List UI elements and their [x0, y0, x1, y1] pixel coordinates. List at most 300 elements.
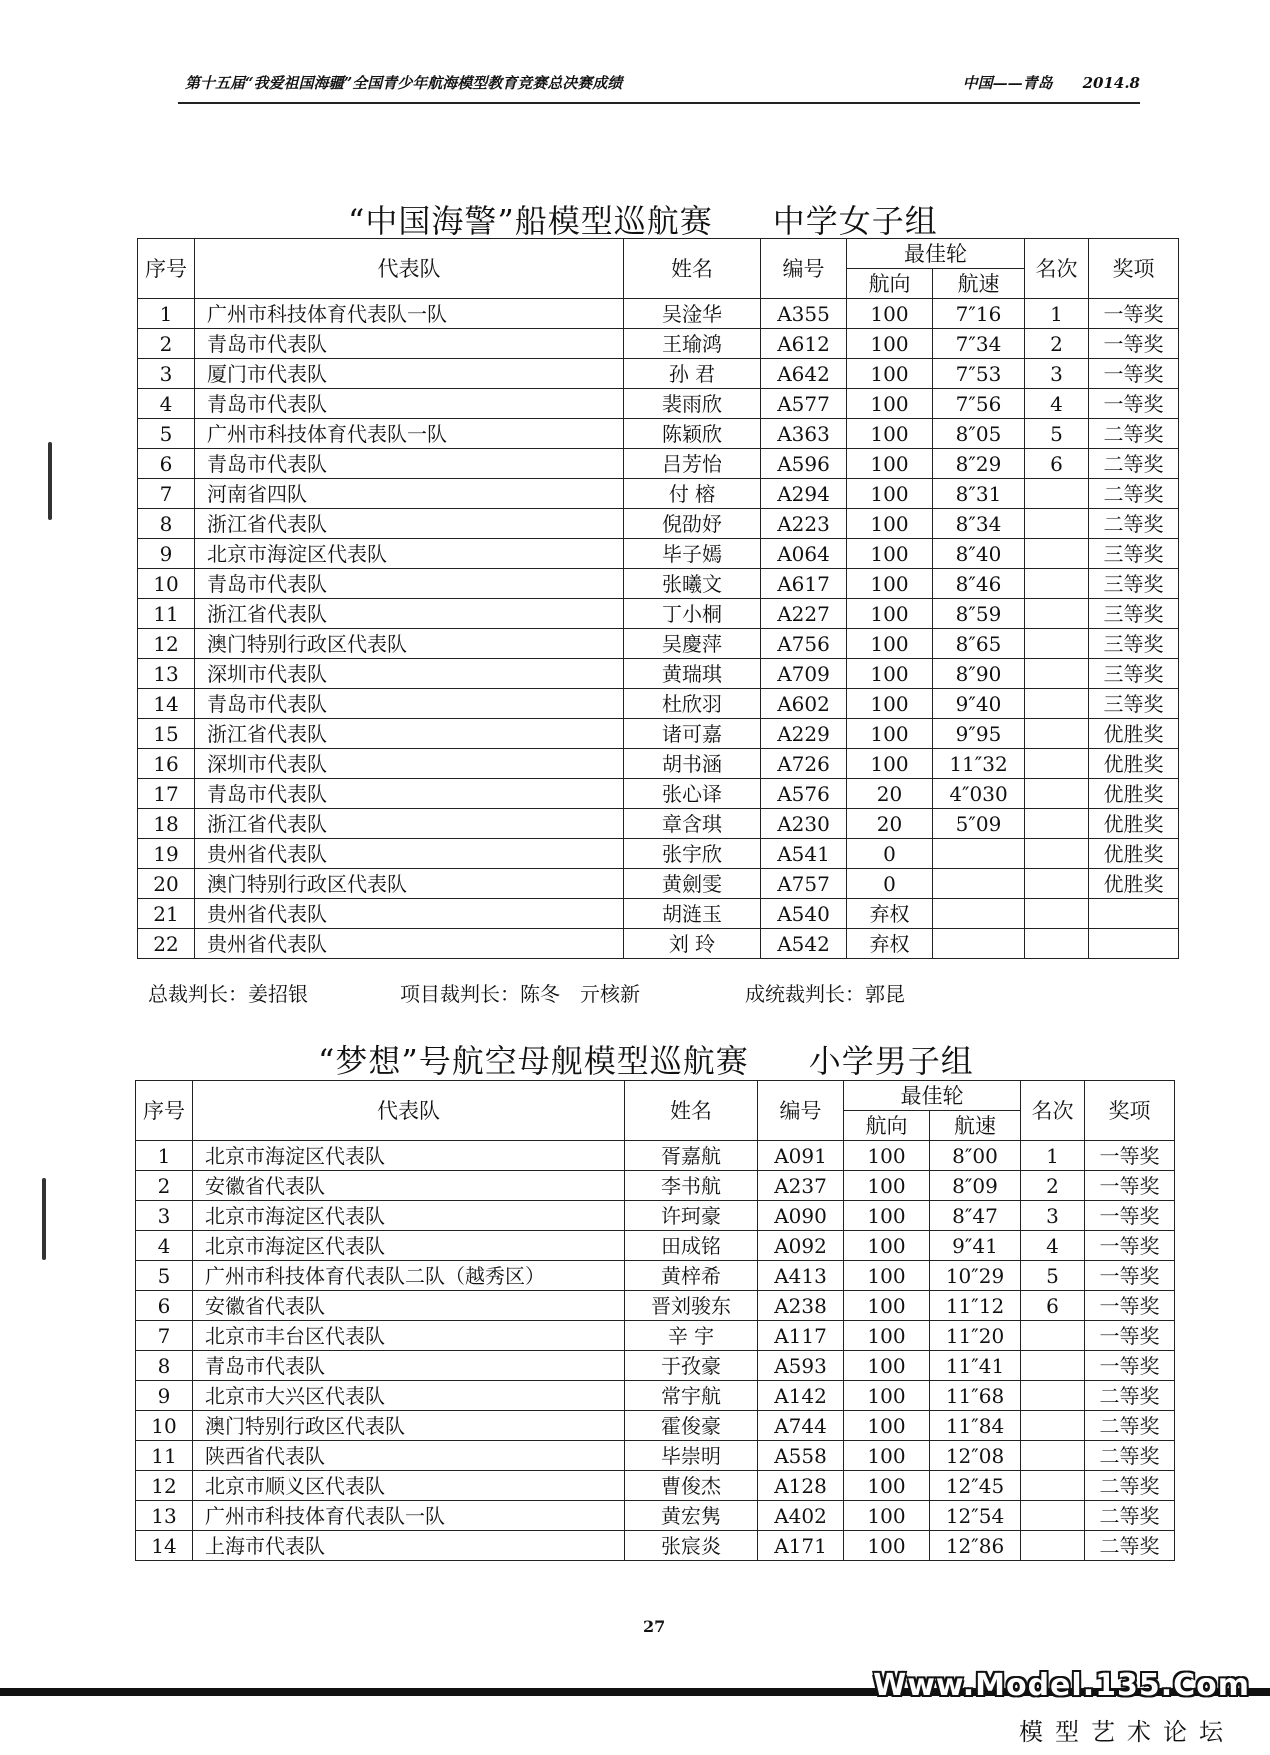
cell-award: 一等奖 — [1089, 299, 1179, 329]
cell-code: A363 — [761, 419, 847, 449]
cell-speed: 8″90 — [933, 659, 1025, 689]
cell-seq: 14 — [138, 689, 195, 719]
cell-seq: 6 — [136, 1291, 193, 1321]
cell-seq: 3 — [136, 1201, 193, 1231]
cell-team: 浙江省代表队 — [195, 599, 624, 629]
cell-rank — [1025, 839, 1089, 869]
table-row — [136, 1501, 1175, 1531]
cell-code: A617 — [761, 569, 847, 599]
cell-speed: 7″56 — [933, 389, 1025, 419]
cell-seq: 2 — [138, 329, 195, 359]
cell-speed: 8″00 — [930, 1141, 1021, 1171]
cell-team: 贵州省代表队 — [195, 839, 624, 869]
table-row — [138, 899, 1179, 929]
page-number: 27 — [643, 1617, 666, 1636]
cell-seq: 12 — [138, 629, 195, 659]
cell-rank: 3 — [1025, 359, 1089, 389]
cell-heading: 100 — [847, 659, 933, 689]
cell-rank — [1025, 869, 1089, 899]
cell-award: 三等奖 — [1089, 629, 1179, 659]
cell-speed: 9″95 — [933, 719, 1025, 749]
table-row — [138, 689, 1179, 719]
cell-award: 一等奖 — [1085, 1351, 1175, 1381]
cell-speed: 12″45 — [930, 1471, 1021, 1501]
cell-heading: 100 — [847, 719, 933, 749]
cell-award: 一等奖 — [1089, 359, 1179, 389]
cell-speed: 7″53 — [933, 359, 1025, 389]
cell-code: A541 — [761, 839, 847, 869]
cell-seq: 14 — [136, 1531, 193, 1561]
table-row — [138, 479, 1179, 509]
cell-seq: 18 — [138, 809, 195, 839]
cell-code: A602 — [761, 689, 847, 719]
cell-rank — [1025, 779, 1089, 809]
cell-name: 毕崇明 — [625, 1441, 758, 1471]
table-row — [136, 1351, 1175, 1381]
cell-speed: 9″40 — [933, 689, 1025, 719]
cell-seq: 11 — [138, 599, 195, 629]
cell-speed: 12″54 — [930, 1501, 1021, 1531]
cell-award: 三等奖 — [1089, 569, 1179, 599]
cell-heading: 弃权 — [847, 929, 933, 959]
cell-seq: 10 — [136, 1411, 193, 1441]
cell-award: 二等奖 — [1085, 1441, 1175, 1471]
cell-award: 三等奖 — [1089, 599, 1179, 629]
cell-rank: 4 — [1025, 389, 1089, 419]
col-header-rank: 名次 — [1021, 1081, 1085, 1141]
cell-seq: 15 — [138, 719, 195, 749]
cell-rank — [1021, 1411, 1085, 1441]
cell-code: A355 — [761, 299, 847, 329]
cell-seq: 20 — [138, 869, 195, 899]
cell-heading: 100 — [844, 1411, 930, 1441]
table-row — [138, 929, 1179, 959]
col-header-best-round: 最佳轮 — [844, 1081, 1021, 1111]
cell-rank — [1021, 1351, 1085, 1381]
cell-name: 倪劭妤 — [624, 509, 761, 539]
chief-judge: 总裁判长：姜招银 — [148, 982, 308, 1006]
cell-name: 胥嘉航 — [625, 1141, 758, 1171]
col-header-heading: 航向 — [844, 1111, 930, 1141]
table-row — [138, 809, 1179, 839]
cell-seq: 13 — [138, 659, 195, 689]
cell-heading: 100 — [847, 509, 933, 539]
cell-heading: 100 — [847, 479, 933, 509]
header-title: 第十五届“我爱祖国海疆”全国青少年航海模型教育竞赛总决赛成绩 — [185, 74, 623, 92]
table-row — [136, 1471, 1175, 1501]
table-row — [136, 1441, 1175, 1471]
cell-seq: 21 — [138, 899, 195, 929]
cell-heading: 100 — [844, 1291, 930, 1321]
cell-name: 刘 玲 — [624, 929, 761, 959]
cell-seq: 7 — [138, 479, 195, 509]
cell-rank — [1025, 479, 1089, 509]
table-row — [138, 329, 1179, 359]
judges-line — [148, 978, 905, 1007]
cell-speed: 4″030 — [933, 779, 1025, 809]
cell-rank: 4 — [1021, 1231, 1085, 1261]
cell-rank: 5 — [1021, 1261, 1085, 1291]
cell-team: 北京市丰台区代表队 — [193, 1321, 625, 1351]
cell-code: A540 — [761, 899, 847, 929]
table-row — [138, 719, 1179, 749]
scoring-judge: 成统裁判长：郭昆 — [745, 982, 905, 1006]
cell-speed: 5″09 — [933, 809, 1025, 839]
cell-speed: 11″20 — [930, 1321, 1021, 1351]
watermark-forum-name: 模型艺术论坛 — [1019, 1718, 1235, 1746]
cell-seq: 8 — [136, 1351, 193, 1381]
cell-heading: 100 — [847, 629, 933, 659]
cell-name: 胡涟玉 — [624, 899, 761, 929]
cell-heading: 100 — [844, 1531, 930, 1561]
cell-award: 二等奖 — [1089, 449, 1179, 479]
col-header-name: 姓名 — [625, 1081, 758, 1141]
cell-name: 丁小桐 — [624, 599, 761, 629]
section1-event: “中国海警”船模型巡航赛 — [348, 202, 713, 240]
table-row — [138, 299, 1179, 329]
cell-speed: 8″59 — [933, 599, 1025, 629]
cell-heading: 100 — [847, 329, 933, 359]
cell-speed: 8″46 — [933, 569, 1025, 599]
table-row — [138, 629, 1179, 659]
cell-seq: 4 — [138, 389, 195, 419]
cell-code: A091 — [758, 1141, 844, 1171]
cell-award: 二等奖 — [1089, 509, 1179, 539]
cell-name: 田成铭 — [625, 1231, 758, 1261]
cell-rank — [1025, 749, 1089, 779]
cell-team: 青岛市代表队 — [195, 329, 624, 359]
cell-name: 张曦文 — [624, 569, 761, 599]
cell-speed: 11″41 — [930, 1351, 1021, 1381]
cell-team: 北京市海淀区代表队 — [193, 1201, 625, 1231]
cell-team: 北京市顺义区代表队 — [193, 1471, 625, 1501]
cell-speed: 12″86 — [930, 1531, 1021, 1561]
cell-name: 常宇航 — [625, 1381, 758, 1411]
cell-seq: 7 — [136, 1321, 193, 1351]
cell-team: 青岛市代表队 — [195, 689, 624, 719]
cell-award: 优胜奖 — [1089, 809, 1179, 839]
results-table-2 — [135, 1080, 1175, 1561]
cell-seq: 1 — [136, 1141, 193, 1171]
table-row — [138, 539, 1179, 569]
cell-team: 深圳市代表队 — [195, 659, 624, 689]
cell-name: 陈颖欣 — [624, 419, 761, 449]
cell-award: 三等奖 — [1089, 689, 1179, 719]
cell-award: 二等奖 — [1085, 1381, 1175, 1411]
cell-speed: 8″40 — [933, 539, 1025, 569]
cell-team: 浙江省代表队 — [195, 719, 624, 749]
cell-heading: 100 — [844, 1201, 930, 1231]
table-row — [138, 599, 1179, 629]
cell-seq: 6 — [138, 449, 195, 479]
table-row — [136, 1171, 1175, 1201]
cell-team: 浙江省代表队 — [195, 809, 624, 839]
col-header-best-round: 最佳轮 — [847, 239, 1025, 269]
cell-heading: 100 — [847, 359, 933, 389]
col-header-award: 奖项 — [1089, 239, 1179, 299]
cell-seq: 9 — [136, 1381, 193, 1411]
cell-heading: 100 — [847, 449, 933, 479]
cell-team: 北京市大兴区代表队 — [193, 1381, 625, 1411]
col-header-speed: 航速 — [930, 1111, 1021, 1141]
cell-name: 黄宏隽 — [625, 1501, 758, 1531]
cell-speed: 8″47 — [930, 1201, 1021, 1231]
cell-speed: 8″34 — [933, 509, 1025, 539]
col-header-rank: 名次 — [1025, 239, 1089, 299]
cell-heading: 100 — [847, 599, 933, 629]
cell-code: A092 — [758, 1231, 844, 1261]
cell-award: 一等奖 — [1089, 329, 1179, 359]
cell-award — [1089, 899, 1179, 929]
cell-rank — [1021, 1441, 1085, 1471]
col-header-heading: 航向 — [847, 269, 933, 299]
cell-rank — [1025, 689, 1089, 719]
cell-code: A593 — [758, 1351, 844, 1381]
cell-heading: 0 — [847, 839, 933, 869]
cell-code: A542 — [761, 929, 847, 959]
cell-name: 杜欣羽 — [624, 689, 761, 719]
cell-seq: 10 — [138, 569, 195, 599]
cell-code: A142 — [758, 1381, 844, 1411]
cell-name: 黄瑞琪 — [624, 659, 761, 689]
cell-speed: 11″84 — [930, 1411, 1021, 1441]
table-row — [138, 359, 1179, 389]
cell-award: 优胜奖 — [1089, 719, 1179, 749]
cell-name: 张宸炎 — [625, 1531, 758, 1561]
cell-name: 黄劍雯 — [624, 869, 761, 899]
cell-code: A576 — [761, 779, 847, 809]
cell-speed: 8″29 — [933, 449, 1025, 479]
col-header-code: 编号 — [758, 1081, 844, 1141]
results-table-1 — [137, 238, 1179, 959]
cell-seq: 16 — [138, 749, 195, 779]
cell-heading: 100 — [847, 389, 933, 419]
table-row — [136, 1291, 1175, 1321]
cell-rank — [1021, 1381, 1085, 1411]
cell-heading: 100 — [844, 1381, 930, 1411]
cell-heading: 弃权 — [847, 899, 933, 929]
cell-team: 广州市科技体育代表队一队 — [195, 299, 624, 329]
cell-team: 广州市科技体育代表队一队 — [195, 419, 624, 449]
cell-rank — [1025, 509, 1089, 539]
cell-speed: 12″08 — [930, 1441, 1021, 1471]
cell-team: 贵州省代表队 — [195, 929, 624, 959]
cell-award: 二等奖 — [1085, 1411, 1175, 1441]
cell-name: 于孜豪 — [625, 1351, 758, 1381]
watermark-url: Www.Model.135.Com — [873, 1668, 1250, 1703]
cell-speed — [933, 869, 1025, 899]
cell-code: A090 — [758, 1201, 844, 1231]
cell-speed: 11″68 — [930, 1381, 1021, 1411]
results-body-2 — [136, 1141, 1175, 1561]
cell-team: 安徽省代表队 — [193, 1291, 625, 1321]
cell-speed: 7″34 — [933, 329, 1025, 359]
table-row — [136, 1201, 1175, 1231]
cell-heading: 100 — [844, 1351, 930, 1381]
table-row — [138, 569, 1179, 599]
col-header-seq: 序号 — [138, 239, 195, 299]
cell-rank — [1025, 719, 1089, 749]
cell-seq: 17 — [138, 779, 195, 809]
col-header-code: 编号 — [761, 239, 847, 299]
cell-rank: 3 — [1021, 1201, 1085, 1231]
cell-award: 一等奖 — [1085, 1231, 1175, 1261]
cell-award: 一等奖 — [1085, 1171, 1175, 1201]
table-row — [138, 779, 1179, 809]
cell-team: 青岛市代表队 — [195, 389, 624, 419]
table-row — [138, 749, 1179, 779]
cell-award: 一等奖 — [1085, 1291, 1175, 1321]
cell-rank — [1025, 539, 1089, 569]
cell-heading: 100 — [844, 1471, 930, 1501]
cell-team: 澳门特别行政区代表队 — [195, 629, 624, 659]
cell-rank: 6 — [1025, 449, 1089, 479]
cell-rank: 6 — [1021, 1291, 1085, 1321]
cell-heading: 100 — [847, 419, 933, 449]
cell-code: A294 — [761, 479, 847, 509]
cell-code: A064 — [761, 539, 847, 569]
cell-name: 王瑜鸿 — [624, 329, 761, 359]
col-header-speed: 航速 — [933, 269, 1025, 299]
cell-team: 广州市科技体育代表队一队 — [193, 1501, 625, 1531]
cell-team: 广州市科技体育代表队二队（越秀区） — [193, 1261, 625, 1291]
cell-rank: 2 — [1021, 1171, 1085, 1201]
cell-code: A223 — [761, 509, 847, 539]
table-row — [138, 659, 1179, 689]
cell-heading: 20 — [847, 809, 933, 839]
cell-code: A558 — [758, 1441, 844, 1471]
cell-rank — [1025, 899, 1089, 929]
table-row — [138, 419, 1179, 449]
table-row — [136, 1321, 1175, 1351]
cell-seq: 1 — [138, 299, 195, 329]
cell-heading: 100 — [844, 1231, 930, 1261]
cell-seq: 12 — [136, 1471, 193, 1501]
cell-code: A237 — [758, 1171, 844, 1201]
cell-name: 晋刘骏东 — [625, 1291, 758, 1321]
cell-code: A744 — [758, 1411, 844, 1441]
cell-team: 青岛市代表队 — [195, 449, 624, 479]
cell-speed: 10″29 — [930, 1261, 1021, 1291]
cell-heading: 100 — [844, 1501, 930, 1531]
cell-award: 二等奖 — [1085, 1501, 1175, 1531]
cell-name: 辛 宇 — [625, 1321, 758, 1351]
cell-code: A709 — [761, 659, 847, 689]
cell-team: 安徽省代表队 — [193, 1171, 625, 1201]
cell-award: 一等奖 — [1085, 1141, 1175, 1171]
cell-code: A128 — [758, 1471, 844, 1501]
results-body-1 — [138, 299, 1179, 959]
header-location-date: 中国——青岛 2014.8 — [962, 74, 1140, 92]
cell-code: A117 — [758, 1321, 844, 1351]
table-row — [138, 389, 1179, 419]
table-row — [136, 1381, 1175, 1411]
cell-seq: 11 — [136, 1441, 193, 1471]
cell-code: A756 — [761, 629, 847, 659]
cell-rank — [1025, 599, 1089, 629]
cell-name: 吕芳怡 — [624, 449, 761, 479]
cell-team: 上海市代表队 — [193, 1531, 625, 1561]
cell-speed: 9″41 — [930, 1231, 1021, 1261]
cell-code: A402 — [758, 1501, 844, 1531]
cell-speed: 11″12 — [930, 1291, 1021, 1321]
col-header-name: 姓名 — [624, 239, 761, 299]
cell-name: 胡书涵 — [624, 749, 761, 779]
cell-seq: 5 — [136, 1261, 193, 1291]
cell-name: 付 榕 — [624, 479, 761, 509]
cell-name: 张心译 — [624, 779, 761, 809]
cell-code: A577 — [761, 389, 847, 419]
table-row — [138, 449, 1179, 479]
cell-name: 吴慶萍 — [624, 629, 761, 659]
cell-team: 北京市海淀区代表队 — [193, 1141, 625, 1171]
cell-award — [1089, 929, 1179, 959]
table-row — [136, 1411, 1175, 1441]
cell-rank — [1025, 659, 1089, 689]
cell-heading: 100 — [844, 1441, 930, 1471]
section1-title — [348, 196, 938, 242]
cell-name: 李书航 — [625, 1171, 758, 1201]
cell-name: 张宇欣 — [624, 839, 761, 869]
table-row — [138, 839, 1179, 869]
table-row — [138, 509, 1179, 539]
cell-code: A227 — [761, 599, 847, 629]
cell-code: A413 — [758, 1261, 844, 1291]
table-row — [136, 1531, 1175, 1561]
header-rule — [178, 102, 1140, 104]
cell-speed: 7″16 — [933, 299, 1025, 329]
cell-rank — [1021, 1501, 1085, 1531]
cell-award: 一等奖 — [1085, 1261, 1175, 1291]
cell-award: 三等奖 — [1089, 659, 1179, 689]
cell-speed: 8″65 — [933, 629, 1025, 659]
cell-award: 优胜奖 — [1089, 869, 1179, 899]
cell-heading: 100 — [847, 689, 933, 719]
cell-seq: 4 — [136, 1231, 193, 1261]
cell-heading: 100 — [847, 539, 933, 569]
cell-speed — [933, 899, 1025, 929]
cell-speed: 8″31 — [933, 479, 1025, 509]
cell-code: A238 — [758, 1291, 844, 1321]
cell-rank — [1021, 1321, 1085, 1351]
table-row — [136, 1231, 1175, 1261]
cell-rank — [1021, 1531, 1085, 1561]
cell-code: A757 — [761, 869, 847, 899]
cell-award: 一等奖 — [1085, 1201, 1175, 1231]
cell-code: A726 — [761, 749, 847, 779]
project-judges: 项目裁判长：陈冬 亓核新 — [400, 982, 640, 1006]
cell-heading: 0 — [847, 869, 933, 899]
cell-rank — [1025, 809, 1089, 839]
cell-name: 许珂豪 — [625, 1201, 758, 1231]
staple-mark-bottom — [42, 1178, 46, 1260]
cell-name: 吴淦华 — [624, 299, 761, 329]
cell-team: 浙江省代表队 — [195, 509, 624, 539]
cell-team: 陕西省代表队 — [193, 1441, 625, 1471]
cell-team: 贵州省代表队 — [195, 899, 624, 929]
cell-name: 裴雨欣 — [624, 389, 761, 419]
cell-team: 厦门市代表队 — [195, 359, 624, 389]
cell-award: 三等奖 — [1089, 539, 1179, 569]
section1-group: 中学女子组 — [772, 202, 938, 240]
cell-name: 曹俊杰 — [625, 1471, 758, 1501]
cell-code: A642 — [761, 359, 847, 389]
cell-speed — [933, 929, 1025, 959]
section2-group: 小学男子组 — [808, 1042, 974, 1080]
cell-heading: 100 — [844, 1171, 930, 1201]
cell-award: 二等奖 — [1089, 479, 1179, 509]
table-row — [138, 869, 1179, 899]
